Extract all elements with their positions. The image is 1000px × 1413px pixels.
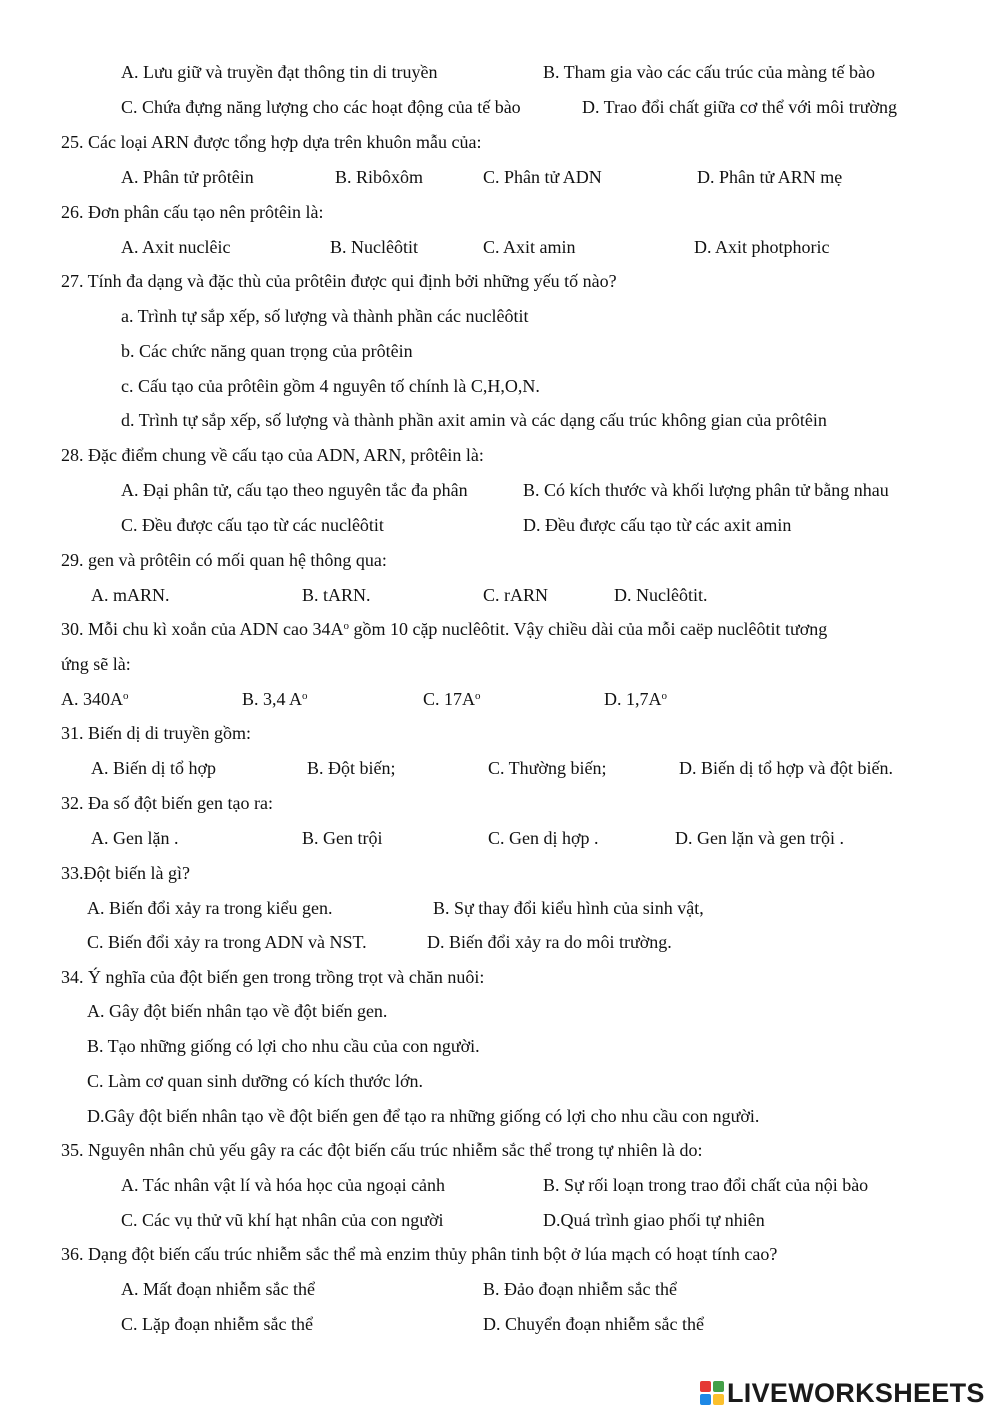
q34-option-a: A. Gây đột biến nhân tạo về đột biến gen. [87, 1001, 388, 1021]
q25-option-b: B. Ribôxôm [335, 167, 424, 187]
q28-option-b: B. Có kích thước và khối lượng phân tử bằng nhau [523, 480, 889, 500]
q35-option-d: D.Quá trình giao phối tự nhiên [543, 1210, 765, 1230]
q29-option-b: B. tARN. [302, 585, 371, 605]
q35-option-a: A. Tác nhân vật lí và hóa học của ngoại cảnh [121, 1175, 446, 1195]
q29-option-a: A. mARN. [91, 585, 170, 605]
q25-option-a: A. Phân tử prôtêin [121, 167, 254, 187]
q32-option-b: B. Gen trội [302, 828, 383, 848]
q35-option-b: B. Sự rối loạn trong trao đổi chất của nội bào [543, 1175, 869, 1195]
q30-option-c: C. $17A^o$ [423, 689, 481, 709]
q31-question: 31. Biến dị di truyền gồm: [61, 723, 251, 743]
q36-option-c: C. Lặp đoạn nhiễm sắc thể [121, 1314, 313, 1334]
q26-question: 26. Đơn phân cấu tạo nên prôtêin là: [61, 202, 324, 222]
q33-option-b: B. Sự thay đổi kiểu hình của sinh vật, [433, 898, 704, 918]
q36-option-d: D. Chuyển đoạn nhiễm sắc thể [483, 1314, 704, 1334]
q27-option-a: a. Trình tự sắp xếp, số lượng và thành phần các nuclêôtit [121, 306, 529, 326]
q32-option-d: D. Gen lặn và gen trội . [675, 828, 844, 848]
logo-cell-red [700, 1381, 711, 1392]
q24-option-c: C. Chứa đựng năng lượng cho các hoạt động của tế bào [121, 97, 521, 117]
q34-question: 34. Ý nghĩa của đột biến gen trong trồng trọt và chăn nuôi: [61, 967, 485, 987]
q30-question: 30. Mỗi chu kì xoắn của ADN cao $34A^o$ gồm 10 cặp nuclêôtit. Vậy chiều dài của mỗi caëp nuclêôtit tương [61, 619, 828, 639]
q34-option-c: C. Làm cơ quan sinh dưỡng có kích thước lớn. [87, 1071, 424, 1091]
q33-option-c: C. Biến đổi xảy ra trong ADN và NST. [87, 932, 367, 952]
q24-option-b: B. Tham gia vào các cấu trúc của màng tế bào [543, 62, 876, 82]
q32-question: 32. Đa số đột biến gen tạo ra: [61, 793, 273, 813]
q24-option-a: A. Lưu giữ và truyền đạt thông tin di truyền [121, 62, 438, 82]
q36-option-b: B. Đảo đoạn nhiễm sắc thể [483, 1279, 677, 1299]
q27-option-b: b. Các chức năng quan trọng của prôtêin [121, 341, 413, 361]
q26-option-a: A. Axit nuclêic [121, 237, 231, 257]
q30-question-line2: ứng sẽ là: [61, 654, 131, 674]
q31-option-c: C. Thường biến; [488, 758, 607, 778]
logo-cell-green [713, 1381, 724, 1392]
logo-text: LIVEWORKSHEETS [727, 1377, 985, 1408]
q32-option-a: A. Gen lặn . [91, 828, 179, 848]
liveworksheets-logo-icon [700, 1381, 724, 1405]
q30-option-a: A. $340A^o$ [61, 689, 129, 709]
q34-option-d: D.Gây đột biến nhân tạo về đột biến gen để tạo ra những giống có lợi cho nhu cầu con người. [87, 1106, 760, 1126]
q33-option-a: A. Biến đổi xảy ra trong kiểu gen. [87, 898, 333, 918]
q30-option-d: D. $1,7A^o$ [604, 689, 667, 709]
q26-option-d: D. Axit photphoric [694, 237, 830, 257]
q26-option-b: B. Nuclêôtit [330, 237, 418, 257]
q29-option-c: C. rARN [483, 585, 549, 605]
q32-option-c: C. Gen dị hợp . [488, 828, 599, 848]
q33-question: 33.Đột biến là gì? [61, 863, 190, 883]
q36-question: 36. Dạng đột biến cấu trúc nhiễm sắc thể mà enzim thủy phân tinh bột ở lúa mạch có hoạt tính cao? [61, 1244, 778, 1264]
q25-option-c: C. Phân tử ADN [483, 167, 602, 187]
q35-question: 35. Nguyên nhân chủ yếu gây ra các đột biến cấu trúc nhiễm sắc thể trong tự nhiên là do: [61, 1140, 703, 1160]
q29-question: 29. gen và prôtêin có mối quan hệ thông qua: [61, 550, 387, 570]
logo-cell-blue [700, 1394, 711, 1405]
q27-option-c: c. Cấu tạo của prôtêin gồm 4 nguyên tố chính là C,H,O,N. [121, 376, 540, 396]
q27-question: 27. Tính đa dạng và đặc thù của prôtêin được qui định bởi những yếu tố nào? [61, 271, 617, 291]
q31-option-d: D. Biến dị tổ hợp và đột biến. [679, 758, 893, 778]
q28-option-a: A. Đại phân tử, cấu tạo theo nguyên tắc đa phân [121, 480, 468, 500]
q24-option-d: D. Trao đổi chất giữa cơ thể với môi trường [582, 97, 898, 117]
q31-option-a: A. Biến dị tổ hợp [91, 758, 217, 778]
q30-option-b: B. 3,4 $A^o$ [242, 689, 308, 709]
q35-option-c: C. Các vụ thử vũ khí hạt nhân của con người [121, 1210, 444, 1230]
q33-option-d: D. Biến đổi xảy ra do môi trường. [427, 932, 672, 952]
q25-question: 25. Các loại ARN được tổng hợp dựa trên khuôn mẫu của: [61, 132, 482, 152]
q31-option-b: B. Đột biến; [307, 758, 396, 778]
q25-option-d: D. Phân tử ARN mẹ [697, 167, 843, 187]
q28-question: 28. Đặc điểm chung về cấu tạo của ADN, ARN, prôtêin là: [61, 445, 484, 465]
q29-option-d: D. Nuclêôtit. [614, 585, 708, 605]
q26-option-c: C. Axit amin [483, 237, 576, 257]
q28-option-d: D. Đều được cấu tạo từ các axit amin [523, 515, 792, 535]
q27-option-d: d. Trình tự sắp xếp, số lượng và thành phần axit amin và các dạng cấu trúc không gian của prôtêin [121, 410, 827, 430]
liveworksheets-logo [700, 1378, 985, 1408]
q28-option-c: C. Đều được cấu tạo từ các nuclêôtit [121, 515, 384, 535]
q36-option-a: A. Mất đoạn nhiễm sắc thể [121, 1279, 315, 1299]
logo-cell-yellow [713, 1394, 724, 1405]
q34-option-b: B. Tạo những giống có lợi cho nhu cầu của con người. [87, 1036, 480, 1056]
